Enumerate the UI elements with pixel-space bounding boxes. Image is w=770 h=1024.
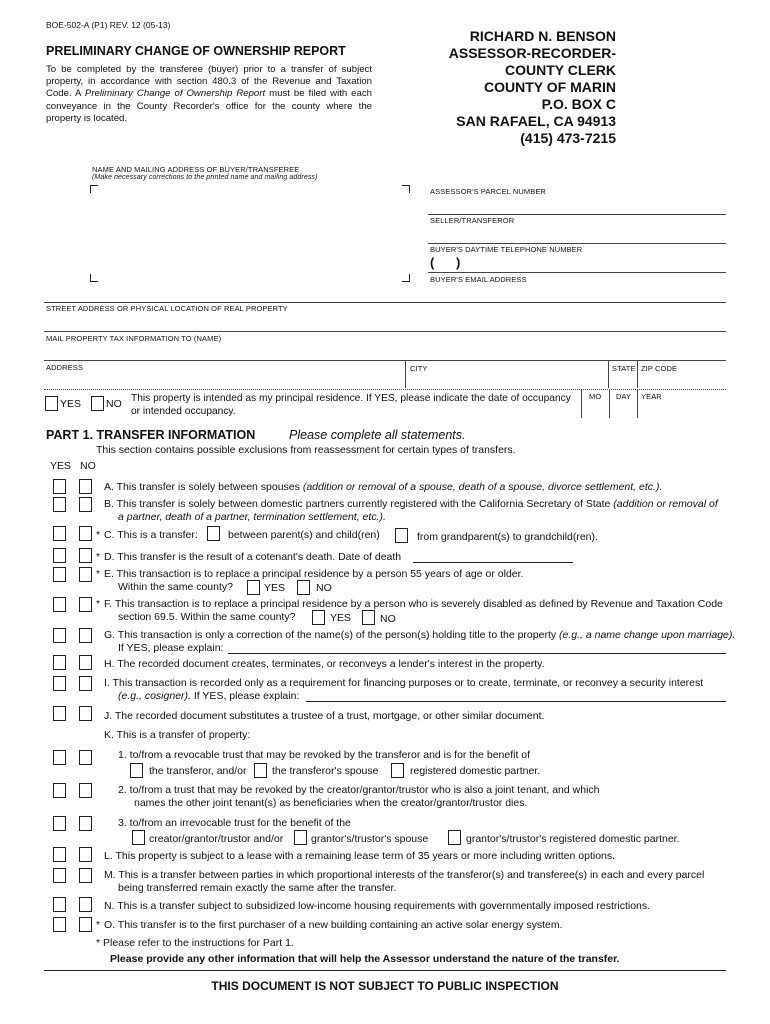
o-asterisk: * (96, 919, 101, 931)
item-a: A. This transfer is solely between spouses (addition or removal of a spouse, death of a spouse, divorce settlement, etc.). (104, 481, 663, 493)
k3-creator-label: creator/grantor/trustor and/or (149, 833, 284, 845)
f-county-no-label: NO (380, 613, 396, 625)
c-grandparent-label: from grandparent(s) to grandchild(ren). (417, 531, 598, 543)
c-grandparent-checkbox[interactable] (395, 528, 408, 543)
state-label: STATE (612, 364, 636, 373)
seller-input[interactable] (430, 226, 724, 242)
buyer-sublabel: (Make necessary corrections to the printed name and mailing address) (92, 174, 318, 181)
b-yes-checkbox[interactable] (53, 497, 66, 512)
k3-spouse-checkbox[interactable] (294, 830, 307, 845)
k1-spouse-checkbox[interactable] (254, 763, 267, 778)
phone-label: BUYER'S DAYTIME TELEPHONE NUMBER (430, 245, 583, 254)
item-g: G. This transaction is only a correction of the name(s) of the person(s) holding title to the property (e.g., a name change upon marriage). (104, 629, 736, 641)
k3-yes-checkbox[interactable] (53, 816, 66, 831)
i-yes-checkbox[interactable] (53, 676, 66, 691)
k1-no-checkbox[interactable] (79, 750, 92, 765)
residence-no-label: NO (106, 398, 122, 410)
day-label: DAY (616, 392, 632, 401)
residence-yes-label: YES (60, 398, 82, 410)
address-input[interactable] (46, 373, 402, 387)
item-o: O. This transfer is to the first purchaser of a new building containing an active solar energy system. (104, 919, 563, 931)
item-e-county: Within the same county? (118, 581, 233, 593)
g-explain-input[interactable] (228, 653, 726, 654)
email-input[interactable] (430, 284, 724, 298)
h-no-checkbox[interactable] (79, 655, 92, 670)
item-m-cont: being transferred remain exactly the same after the transfer. (118, 882, 397, 894)
occupancy-date-input[interactable] (583, 402, 723, 416)
e-county-yes-checkbox[interactable] (247, 580, 260, 595)
k1-transferor-label: the transferor, and/or (149, 765, 247, 777)
e-county-no-label: NO (316, 582, 332, 594)
b-no-checkbox[interactable] (79, 497, 92, 512)
item-n: N. This is a transfer subject to subsidized low-income housing requirements with governmentally imposed restrictions. (104, 900, 651, 912)
state-input[interactable] (612, 373, 634, 387)
item-i: I. This transaction is recorded only as a requirement for financing purposes or to create, terminate, or reconvey a security interest (104, 677, 704, 689)
item-k: K. This is a transfer of property: (104, 729, 251, 741)
corner-mark (402, 185, 410, 193)
l-no-checkbox[interactable] (79, 847, 92, 862)
item-k3: 3. to/from an irrevocable trust for the benefit of the (118, 817, 351, 829)
buyer-label: NAME AND MAILING ADDRESS OF BUYER/TRANSFEREE (92, 165, 300, 174)
k1-spouse-label: the transferor's spouse (272, 765, 379, 777)
mo-label: MO (589, 392, 602, 401)
part1-subtext: This section contains possible exclusions from reassessment for certain types of transfers. (96, 444, 516, 456)
date-of-death-input[interactable] (413, 562, 573, 563)
item-h: H. The recorded document creates, terminates, or reconveys a lender's interest in the property. (104, 658, 545, 670)
m-no-checkbox[interactable] (79, 868, 92, 883)
yes-column-header: YES (50, 460, 72, 472)
e-no-checkbox[interactable] (79, 567, 92, 582)
item-d: D. This transfer is the result of a cotenant's death. Date of death (104, 551, 402, 563)
item-c: C. This is a transfer: (104, 529, 198, 541)
h-yes-checkbox[interactable] (53, 655, 66, 670)
d-no-checkbox[interactable] (79, 548, 92, 563)
corner-mark (90, 274, 98, 282)
c-yes-checkbox[interactable] (53, 526, 66, 541)
o-no-checkbox[interactable] (79, 917, 92, 932)
a-yes-checkbox[interactable] (53, 479, 66, 494)
o-yes-checkbox[interactable] (53, 917, 66, 932)
additional-info-prompt: Please provide any other information that will help the Assessor understand the nature of the transfer. (110, 953, 620, 965)
j-no-checkbox[interactable] (79, 706, 92, 721)
d-yes-checkbox[interactable] (53, 548, 66, 563)
k1-partner-label: registered domestic partner. (410, 765, 541, 777)
j-yes-checkbox[interactable] (53, 706, 66, 721)
buyer-address-field[interactable] (96, 192, 396, 270)
g-no-checkbox[interactable] (79, 628, 92, 643)
item-b: B. This transfer is solely between domestic partners currently registered with the California Secretary of State (addition or removal of (104, 498, 718, 510)
street-input[interactable] (46, 314, 724, 330)
item-k2-cont: names the other joint tenant(s) as beneficiaries when the creator/grantor/trustor dies. (134, 797, 528, 809)
address-label: ADDRESS (46, 363, 83, 372)
zip-label: ZIP CODE (641, 364, 678, 373)
part1-heading: PART 1. TRANSFER INFORMATION (46, 428, 256, 442)
street-label: STREET ADDRESS OR PHYSICAL LOCATION OF REAL PROPERTY (46, 304, 288, 313)
email-label: BUYER'S EMAIL ADDRESS (430, 275, 527, 284)
item-f-county: section 69.5. Within the same county? (118, 611, 296, 623)
f-yes-checkbox[interactable] (53, 597, 66, 612)
l-yes-checkbox[interactable] (53, 847, 66, 862)
k3-creator-checkbox[interactable] (132, 830, 145, 845)
zip-input[interactable] (641, 373, 723, 387)
d-asterisk: * (96, 551, 101, 563)
item-j: J. The recorded document substitutes a trustee of a trust, mortgage, or other similar document. (104, 710, 545, 722)
intro-text: To be completed by the transferee (buyer) prior to a transfer of subject property, in accordance with section 480.3 of the Revenue and Taxation Code. A Preliminary Change of Ownership Report must be filed with each conveyance in the County Recorder's office for the county where the property is located. (46, 64, 372, 124)
item-f: F. This transaction is to replace a principal residence by a person who is severely disabled as defined by Revenue and Taxation Code (104, 598, 723, 610)
n-yes-checkbox[interactable] (53, 897, 66, 912)
year-label: YEAR (641, 392, 662, 401)
item-e: E. This transaction is to replace a principal residence by a person 55 years of age or older. (104, 568, 524, 580)
item-m: M. This is a transfer between parties in which proportional interests of the transferor(s) and transferee(s) in each and every parcel (104, 869, 705, 881)
item-i-explain: (e.g., cosigner). If YES, please explain: (118, 690, 300, 702)
f-no-checkbox[interactable] (79, 597, 92, 612)
city-input[interactable] (410, 373, 606, 387)
m-yes-checkbox[interactable] (53, 868, 66, 883)
mail-to-input[interactable] (46, 344, 724, 358)
n-no-checkbox[interactable] (79, 897, 92, 912)
e-yes-checkbox[interactable] (53, 567, 66, 582)
part1-instruction: Please complete all statements. (289, 428, 466, 442)
e-asterisk: * (96, 568, 101, 580)
no-column-header: NO (80, 460, 96, 472)
form-id: BOE-502-A (P1) REV. 12 (05-13) (46, 20, 171, 30)
f-county-no-checkbox[interactable] (362, 610, 375, 625)
e-county-yes-label: YES (264, 582, 286, 594)
k1-yes-checkbox[interactable] (53, 750, 66, 765)
item-b-cont: a partner, death of a partner, termination settlement, etc.). (118, 511, 386, 523)
a-no-checkbox[interactable] (79, 479, 92, 494)
assessor-address: RICHARD N. BENSON ASSESSOR-RECORDER- COUNTY CLERK COUNTY OF MARIN P.O. BOX C SAN RAFAEL, CA 94913 (415) 473-7215 (448, 28, 616, 146)
k3-spouse-label: grantor's/trustor's spouse (311, 833, 429, 845)
residence-yes-checkbox[interactable] (45, 396, 58, 411)
city-label: CITY (410, 364, 428, 373)
residence-question: This property is intended as my principal residence. If YES, please indicate the date of occupancy or intended occupancy. (131, 393, 571, 417)
instructions-note: * Please refer to the instructions for Part 1. (96, 937, 294, 949)
k2-yes-checkbox[interactable] (53, 783, 66, 798)
k3-no-checkbox[interactable] (79, 816, 92, 831)
c-asterisk: * (96, 529, 101, 541)
e-county-no-checkbox[interactable] (297, 580, 310, 595)
parcel-label: ASSESSOR'S PARCEL NUMBER (430, 187, 546, 196)
corner-mark (402, 274, 410, 282)
item-g-explain: If YES, please explain: (118, 642, 224, 654)
item-k1: 1. to/from a revocable trust that may be revoked by the transferor and is for the benefit of (118, 749, 531, 761)
f-asterisk: * (96, 598, 101, 610)
mail-to-label: MAIL PROPERTY TAX INFORMATION TO (NAME) (46, 334, 222, 343)
k3-partner-label: grantor's/trustor's registered domestic partner. (466, 833, 680, 845)
k1-transferor-checkbox[interactable] (130, 763, 143, 778)
c-no-checkbox[interactable] (79, 526, 92, 541)
phone-input[interactable]: ( ) (430, 255, 461, 270)
g-yes-checkbox[interactable] (53, 628, 66, 643)
i-no-checkbox[interactable] (79, 676, 92, 691)
parcel-input[interactable] (430, 197, 724, 213)
c-parent-child-label: between parent(s) and child(ren) (228, 529, 380, 541)
f-county-yes-label: YES (330, 612, 352, 624)
c-parent-child-checkbox[interactable] (207, 526, 220, 541)
f-county-yes-checkbox[interactable] (312, 610, 325, 625)
k3-partner-checkbox[interactable] (448, 830, 461, 845)
k1-partner-checkbox[interactable] (391, 763, 404, 778)
residence-no-checkbox[interactable] (91, 396, 104, 411)
item-k2: 2. to/from a trust that may be revoked by the creator/grantor/trustor who is also a joint tenant, and which (118, 784, 600, 796)
seller-label: SELLER/TRANSFEROR (430, 216, 515, 225)
i-explain-input[interactable] (306, 701, 726, 702)
page-title: PRELIMINARY CHANGE OF OWNERSHIP REPORT (46, 44, 346, 58)
k2-no-checkbox[interactable] (79, 783, 92, 798)
footer-notice: THIS DOCUMENT IS NOT SUBJECT TO PUBLIC INSPECTION (211, 979, 559, 993)
item-l: L. This property is subject to a lease with a remaining lease term of 35 years or more including written options. (104, 850, 616, 862)
